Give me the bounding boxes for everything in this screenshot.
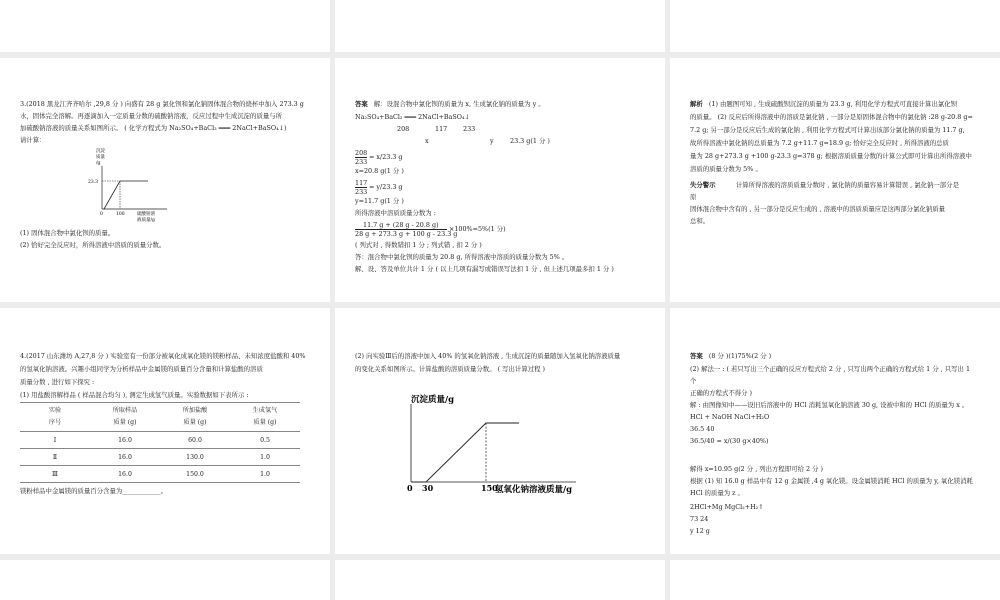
table-cell: 1.0 [230,449,300,466]
analysis-line: 故所得溶液中氯化钠的总质量为 7.2 g+11.7 g=18.9 g; 恰好完全反应时 , 所得溶液的总质 [690,139,949,147]
answer-line [355,101,545,107]
answer-line: 解得 x=10.95 g(2 分 , 列出方程即可给 2 分 ) [690,465,824,473]
warning-line: 原 [690,193,697,201]
problem-3-line: 3.(2018 黑龙江齐齐哈尔 ,29,8 分 ) 向盛有 28 g 氯化钡和氯化钠固体混合物的烧杯中加入 273.3 g [20,100,304,108]
chart-origin: 0 [407,483,413,493]
chart-y-tick: 23.3 [88,180,99,185]
answer-label: 答案 [355,100,368,108]
chart-x-label: 硫酸钠溶 [137,212,155,217]
analysis-line: 解析 (1) 由题图可知 , 生成硫酸钡沉淀的质量为 23.3 g, 利用化学方程式可直接计算出氯化钡 [690,100,958,108]
warning-line: 失分警示 计算所得溶液的溶质质量分数时 , 氯化钠的质量容易计算错误 , 氯化钠一部分是 [690,181,959,189]
page-top-left [0,0,330,52]
chart-x-label: 液质量/g [137,218,155,223]
page-top-middle [335,0,665,52]
warning-label: 失分警示 [690,181,716,189]
table-header: 实验 序号 [20,403,90,432]
grading-note: 解、设、答及单位共计 1 分 ( 以上几项有漏写或错误写法扣 1 分 , 但上述几项最多扣 1 分 ) [355,265,614,273]
analysis-line: 的质量。 (2) 反应后所得溶液中的溶质是氯化钠 , 一部分是原固体混合物中的氯化钠 :28 g-20.8 g= [690,113,973,121]
molar-mass: 233 [463,125,476,133]
table-cell: Ⅰ [20,432,90,449]
solution-heading: 所得溶液中溶质质量分数为 : [355,209,436,217]
problem-4-line: 质量分数 , 进行如下探究 : [20,378,95,386]
table-cell: 150.0 [160,466,230,483]
problem-3-line: 请计算： [20,136,46,144]
answer-line: 36.5/40 = x/(30 g×40%) [690,437,769,445]
answer-line: y 12 g [690,527,710,535]
answer-line: HCl + NaOH NaCl+H₂O [690,413,770,421]
answer-line: (2) 解法一 : ( 若只写出三个正确的反应方程式给 2 分 , 只写出两个正确的方程式给 1 分 , 只写出 1 [690,365,971,373]
chart-x-tick: 30 [422,483,434,493]
chart-x-tick: 100 [116,212,125,217]
answer-line: 73 24 [690,515,709,523]
calc-denominator: 28 g + 273.3 g + 100 g - 23.3 g [355,230,458,238]
table-cell: Ⅱ [20,449,90,466]
problem-line: (2) 向实验Ⅲ后的溶液中加入 40% 的氢氧化钠溶液 , 生成沉淀的质量随加入氢氧化钠溶液质量 [355,352,621,360]
experiment-table [20,402,300,483]
page-problem-4-part-2 [335,308,665,554]
variable: 23.3 g(1 分 ) [510,137,550,145]
analysis-label: 解析 [690,100,703,108]
table-row [20,432,300,449]
y-result: y=11.7 g(1 分 ) [355,197,404,205]
table-row [20,449,300,466]
chart-y-label: 沉淀质量/g [411,395,455,405]
fraction-rhs: = x/23.3 g [369,153,403,161]
molar-mass: 208 [397,125,410,133]
answer-line: HCl 的质量为 z 。 [690,489,744,497]
table-cell: 130.0 [160,449,230,466]
calc-numerator: 11.7 g + (28 g - 20.8 g) [363,221,439,229]
answer-text: 解：设混合物中氯化钡的质量为 x, 生成氯化钠的质量为 y 。 [373,100,545,108]
chemical-equation: Na₂SO₄+BaCl₂ ═══ 2NaCl+BaSO₄↓ [355,113,470,121]
problem-line: 的变化关系如图所示。计算盐酸的溶质质量分数。 ( 写出计算过程 ) [355,365,546,373]
table-header: 生成氢气 质量 (g) [230,403,300,432]
fill-in-question: 镁粉样品中金属镁的质量百分含量为____________。 [20,487,167,495]
answer-line: 解 : 由图像知中——设旧后溶液中的 HCl 消耗氢氧化钠溶液 30 g, 设被中和的 HCl 的质量为 x 。 [690,401,969,409]
page-bottom-right [670,560,1000,600]
page-answer-4 [670,308,1000,554]
chart-line [104,181,148,209]
page-bottom-left [0,560,330,600]
page-bottom-middle [335,560,665,600]
question-1: (1) 固体混合物中氯化钡的质量。 [20,229,115,237]
table-cell: 16.0 [90,449,160,466]
answer-line: 个 [690,377,697,385]
problem-4-line: (1) 用盐酸溶解样品 ( 样品混合均匀 ), 测定生成氢气质量。实验数据如下表所示 : [20,391,249,399]
chart-y-label: 质量 [96,155,105,160]
warning-line: 总和。 [690,217,710,225]
page-top-right [670,0,1000,52]
table-cell: 16.0 [90,466,160,483]
table-row [20,466,300,483]
table-cell: 1.0 [230,466,300,483]
fraction-denominator: 233 [355,158,368,166]
molar-mass: 117 [435,125,448,133]
variable: y [490,137,494,145]
table-cell: 16.0 [90,432,160,449]
page-problem-4 [0,308,330,554]
answer-line: 2HCl+Mg MgCl₂+H₂↑ [690,503,764,511]
table-cell: 60.0 [160,432,230,449]
problem-3-line: 水，固体完全溶解。再逐滴加入一定质量分数的硫酸钠溶液，反应过程中生成沉淀的质量与所 [20,112,283,120]
chart-origin: 0 [100,212,103,217]
table-header: 所加盐酸 质量 (g) [160,403,230,432]
table-header-row [20,403,300,432]
table-header: 所取样品 质量 (g) [90,403,160,432]
warning-line: 固体混合物中含有的 , 另一部分是反应生成的 , 溶液中的溶质质量应是这两部分氯化钠质量 [690,205,946,213]
analysis-line: 溶质的质量分数为 5% 。 [690,165,762,173]
problem-4-line: 4.(2017 山东潍坊 A,27,8 分 ) 实验室有一份部分被氧化成氧化镁的镁粉样品、未知浓度盐酸和 40% [20,352,306,360]
answer-label: 答案 [690,352,703,360]
chart-x-label: 氢氧化钠溶液质量/g [495,485,573,495]
fraction-denominator: 233 [355,188,368,196]
answer-line: 根据 (1) 知 16.0 g 样品中有 12 g 金属镁 ,4 g 氧化镁。设金属镁消耗 HCl 的质量为 y, 氧化镁消耗 [690,477,973,485]
page-analysis-3 [670,58,1000,302]
fraction-rhs: = y/23.3 g [369,183,403,191]
naoh-precipitate-chart [401,392,641,496]
chart-y-label: 沉淀 [96,149,105,154]
table-cell: Ⅲ [20,466,90,483]
page-answer-3 [335,58,665,302]
page-problem-3 [0,58,330,302]
answer-line: 正确的方程式不得分 ) [690,389,753,397]
analysis-line: 量为 28 g+273.3 g +100 g-23.3 g=378 g; 根据溶质质量分数的计算公式即可计算出所得溶液中 [690,152,972,160]
x-result: x=20.8 g(1 分 ) [355,167,404,175]
calc-result: ×100%=5%(1 分) [449,225,506,233]
chart-line [411,423,519,482]
table-cell: 0.5 [230,432,300,449]
chart-y-label: /g [96,161,101,166]
chart-x-tick: 150 [481,483,498,493]
variable: x [425,137,429,145]
problem-4-line: 的氢氧化钠溶液。兴趣小组同学为分析样品中金属镁的质量百分含量和计算盐酸的溶质 [20,365,263,373]
conclusion: 答：混合物中氯化钡的质量为 20.8 g, 所得溶液中溶质的质量分数为 5% 。 [355,253,569,261]
precipitate-chart [82,146,172,226]
answer-line: 答案 (8 分 )(1)75%(2 分 ) [690,352,772,360]
fraction-numerator: 208 [355,149,368,157]
fraction-numerator: 117 [355,179,368,187]
analysis-line: 7.2 g; 另一部分是反应后生成的氯化钠 , 利用化学方程式可计算出该部分氯化钠的质量为 11.7 g, [690,126,965,134]
answer-line: 36.5 40 [690,425,715,433]
grading-note: ( 列式对 , 得数错扣 1 分 ; 列式错 , 扣 2 分 ) [355,241,482,249]
question-2: (2) 恰好完全反应时，所得溶液中溶质的质量分数。 [20,241,166,249]
problem-3-line: 加硫酸钠溶液的质量关系如图所示。 ( 化学方程式为 Na₂SO₄+BaCl₂ ═══ 2NaCl+BaSO₄↓) [20,124,287,132]
